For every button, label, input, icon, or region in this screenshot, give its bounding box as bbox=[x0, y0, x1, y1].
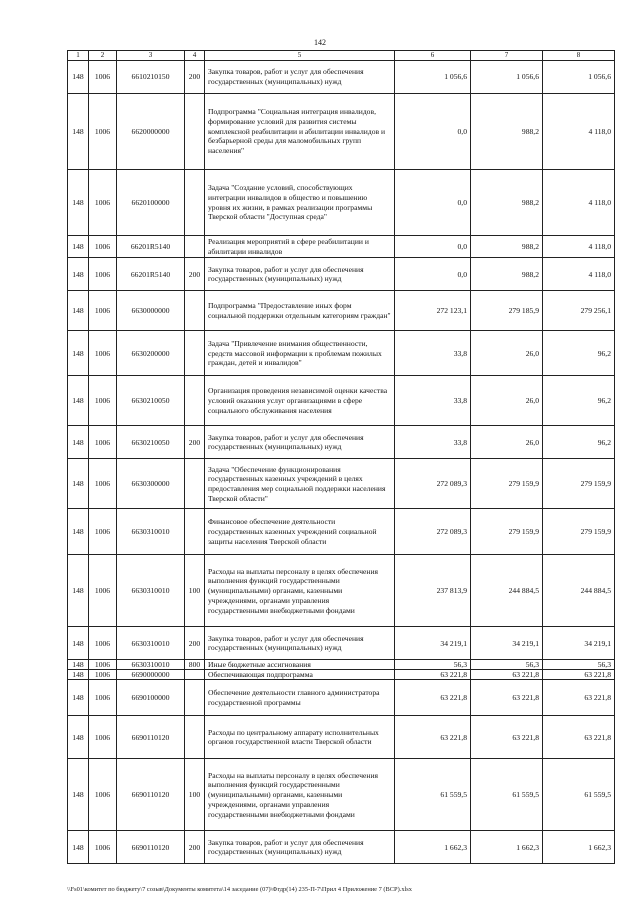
cell-amount-2: 988,2 bbox=[471, 236, 543, 258]
cell-rp: 148 bbox=[68, 331, 89, 376]
table-row bbox=[68, 236, 615, 258]
cell-amount-1: 272 089,3 bbox=[395, 509, 471, 555]
cell-target-article: 6620000000 bbox=[117, 94, 185, 170]
cell-target-article: 6630210050 bbox=[117, 376, 185, 426]
cell-rp: 148 bbox=[68, 555, 89, 627]
cell-subsection: 1006 bbox=[89, 627, 117, 660]
table-row bbox=[68, 331, 615, 376]
cell-amount-3: 4 118,0 bbox=[543, 170, 615, 236]
cell-target-article: 6630210050 bbox=[117, 426, 185, 459]
cell-expense-type bbox=[185, 509, 205, 555]
cell-amount-2: 34 219,1 bbox=[471, 627, 543, 660]
cell-amount-1: 0,0 bbox=[395, 258, 471, 291]
cell-amount-3: 244 884,5 bbox=[543, 555, 615, 627]
cell-amount-1: 237 813,9 bbox=[395, 555, 471, 627]
cell-amount-3: 1 056,6 bbox=[543, 61, 615, 94]
cell-rp: 148 bbox=[68, 627, 89, 660]
cell-rp: 148 bbox=[68, 170, 89, 236]
cell-rp: 148 bbox=[68, 680, 89, 716]
cell-rp: 148 bbox=[68, 670, 89, 680]
cell-name: Задача "Создание условий, способствующих интеграции инвалидов в общество и повышению уровня их жизни, в рамках реализации программы Тверской области "Доступная среда" bbox=[205, 170, 395, 236]
table-row bbox=[68, 509, 615, 555]
cell-amount-3: 96,2 bbox=[543, 331, 615, 376]
table-row bbox=[68, 670, 615, 680]
cell-amount-3: 63 221,8 bbox=[543, 670, 615, 680]
cell-name: Расходы на выплаты персоналу в целях обеспечения выполнения функций государственными (муниципальными) органами, казенными учреждениями, органами управления государственными внебюджетными фондами bbox=[205, 759, 395, 831]
table-row bbox=[68, 660, 615, 670]
cell-amount-2: 61 559,5 bbox=[471, 759, 543, 831]
header-cell: 7 bbox=[471, 51, 543, 61]
cell-amount-3: 4 118,0 bbox=[543, 258, 615, 291]
cell-target-article: 6630310010 bbox=[117, 660, 185, 670]
table-row bbox=[68, 680, 615, 716]
cell-amount-1: 272 123,1 bbox=[395, 291, 471, 331]
cell-target-article: 6690100000 bbox=[117, 680, 185, 716]
cell-target-article: 6620100000 bbox=[117, 170, 185, 236]
cell-expense-type: 200 bbox=[185, 258, 205, 291]
cell-amount-2: 1 662,3 bbox=[471, 831, 543, 864]
cell-expense-type bbox=[185, 459, 205, 509]
cell-name: Закупка товаров, работ и услуг для обеспечения государственных (муниципальных) нужд bbox=[205, 426, 395, 459]
cell-subsection: 1006 bbox=[89, 660, 117, 670]
cell-expense-type bbox=[185, 376, 205, 426]
cell-expense-type bbox=[185, 94, 205, 170]
cell-rp: 148 bbox=[68, 459, 89, 509]
cell-name: Финансовое обеспечение деятельности государственных казенных учреждений социальной защиты населения Тверской области bbox=[205, 509, 395, 555]
cell-rp: 148 bbox=[68, 236, 89, 258]
cell-rp: 148 bbox=[68, 716, 89, 759]
cell-amount-1: 61 559,5 bbox=[395, 759, 471, 831]
cell-rp: 148 bbox=[68, 660, 89, 670]
cell-amount-2: 63 221,8 bbox=[471, 670, 543, 680]
cell-expense-type: 100 bbox=[185, 759, 205, 831]
cell-rp: 148 bbox=[68, 258, 89, 291]
cell-expense-type bbox=[185, 716, 205, 759]
cell-amount-3: 279 256,1 bbox=[543, 291, 615, 331]
cell-amount-1: 33,8 bbox=[395, 331, 471, 376]
table-header-row bbox=[68, 51, 615, 61]
header-cell: 4 bbox=[185, 51, 205, 61]
cell-subsection: 1006 bbox=[89, 258, 117, 291]
cell-amount-2: 279 159,9 bbox=[471, 509, 543, 555]
cell-name: Обеспечивающая подпрограмма bbox=[205, 670, 395, 680]
cell-subsection: 1006 bbox=[89, 61, 117, 94]
cell-amount-2: 26,0 bbox=[471, 426, 543, 459]
cell-name: Организация проведения независимой оценки качества условий оказания услуг организациями в сфере социального обслуживания населения bbox=[205, 376, 395, 426]
cell-amount-1: 0,0 bbox=[395, 94, 471, 170]
cell-subsection: 1006 bbox=[89, 236, 117, 258]
cell-amount-3: 34 219,1 bbox=[543, 627, 615, 660]
table-row bbox=[68, 716, 615, 759]
cell-subsection: 1006 bbox=[89, 94, 117, 170]
cell-rp: 148 bbox=[68, 426, 89, 459]
cell-amount-1: 0,0 bbox=[395, 170, 471, 236]
cell-target-article: 6630300000 bbox=[117, 459, 185, 509]
cell-rp: 148 bbox=[68, 94, 89, 170]
header-cell: 2 bbox=[89, 51, 117, 61]
cell-target-article: 66201R5140 bbox=[117, 258, 185, 291]
cell-subsection: 1006 bbox=[89, 555, 117, 627]
cell-target-article: 6690110120 bbox=[117, 716, 185, 759]
cell-amount-1: 272 089,3 bbox=[395, 459, 471, 509]
cell-target-article: 6630200000 bbox=[117, 331, 185, 376]
cell-rp: 148 bbox=[68, 831, 89, 864]
cell-subsection: 1006 bbox=[89, 426, 117, 459]
header-cell: 1 bbox=[68, 51, 89, 61]
cell-amount-1: 1 662,3 bbox=[395, 831, 471, 864]
cell-amount-3: 56,3 bbox=[543, 660, 615, 670]
cell-rp: 148 bbox=[68, 291, 89, 331]
cell-target-article: 6690110120 bbox=[117, 759, 185, 831]
table-row bbox=[68, 426, 615, 459]
cell-amount-3: 4 118,0 bbox=[543, 236, 615, 258]
cell-amount-3: 279 159,9 bbox=[543, 509, 615, 555]
header-cell: 5 bbox=[205, 51, 395, 61]
cell-amount-3: 4 118,0 bbox=[543, 94, 615, 170]
cell-subsection: 1006 bbox=[89, 376, 117, 426]
table-row bbox=[68, 376, 615, 426]
cell-name: Закупка товаров, работ и услуг для обеспечения государственных (муниципальных) нужд bbox=[205, 831, 395, 864]
cell-rp: 148 bbox=[68, 61, 89, 94]
cell-amount-3: 61 559,5 bbox=[543, 759, 615, 831]
cell-subsection: 1006 bbox=[89, 716, 117, 759]
cell-target-article: 66201R5140 bbox=[117, 236, 185, 258]
cell-amount-1: 63 221,8 bbox=[395, 680, 471, 716]
cell-target-article: 6630000000 bbox=[117, 291, 185, 331]
cell-name: Закупка товаров, работ и услуг для обеспечения государственных (муниципальных) нужд bbox=[205, 61, 395, 94]
cell-amount-3: 1 662,3 bbox=[543, 831, 615, 864]
cell-name: Подпрограмма "Социальная интеграция инвалидов, формирование условий для развития системы комплексной реабилитации и абилитации инвалидов и безбарьерной среды для маломобильных групп населения" bbox=[205, 94, 395, 170]
cell-amount-2: 279 185,9 bbox=[471, 291, 543, 331]
cell-subsection: 1006 bbox=[89, 680, 117, 716]
cell-subsection: 1006 bbox=[89, 509, 117, 555]
cell-amount-3: 63 221,8 bbox=[543, 716, 615, 759]
cell-amount-2: 988,2 bbox=[471, 94, 543, 170]
cell-amount-1: 63 221,8 bbox=[395, 670, 471, 680]
cell-amount-2: 63 221,8 bbox=[471, 680, 543, 716]
table-row bbox=[68, 459, 615, 509]
cell-expense-type bbox=[185, 170, 205, 236]
cell-amount-2: 988,2 bbox=[471, 170, 543, 236]
cell-amount-3: 96,2 bbox=[543, 376, 615, 426]
footer-file-path: \\Fs01\комитет по бюджету\7 созыв\Документы комитета\14 заседание (07)\Фгдр(14) 235-П-7\Прил 4 Приложение 7 (ВСР).xlsx bbox=[67, 886, 412, 893]
cell-amount-2: 279 159,9 bbox=[471, 459, 543, 509]
cell-target-article: 6610210150 bbox=[117, 61, 185, 94]
cell-expense-type bbox=[185, 236, 205, 258]
cell-amount-3: 96,2 bbox=[543, 426, 615, 459]
cell-name: Реализация мероприятий в сфере реабилитации и абилитации инвалидов bbox=[205, 236, 395, 258]
cell-amount-1: 34 219,1 bbox=[395, 627, 471, 660]
budget-table bbox=[67, 50, 615, 864]
cell-target-article: 6630310010 bbox=[117, 555, 185, 627]
table-row bbox=[68, 759, 615, 831]
cell-amount-2: 56,3 bbox=[471, 660, 543, 670]
cell-expense-type: 200 bbox=[185, 426, 205, 459]
header-cell: 6 bbox=[395, 51, 471, 61]
cell-name: Задача "Обеспечение функционирования государственных казенных учреждений в целях предоставления мер социальной поддержки населения Тверской области" bbox=[205, 459, 395, 509]
cell-amount-2: 26,0 bbox=[471, 376, 543, 426]
table-row bbox=[68, 61, 615, 94]
table-row bbox=[68, 555, 615, 627]
cell-expense-type: 200 bbox=[185, 831, 205, 864]
cell-name: Задача "Привлечение внимания общественности, средств массовой информации к проблемам пожилых граждан, детей и инвалидов" bbox=[205, 331, 395, 376]
cell-rp: 148 bbox=[68, 509, 89, 555]
cell-name: Иные бюджетные ассигнования bbox=[205, 660, 395, 670]
cell-amount-2: 988,2 bbox=[471, 258, 543, 291]
cell-expense-type: 800 bbox=[185, 660, 205, 670]
cell-amount-1: 63 221,8 bbox=[395, 716, 471, 759]
table-row bbox=[68, 94, 615, 170]
cell-subsection: 1006 bbox=[89, 670, 117, 680]
cell-rp: 148 bbox=[68, 376, 89, 426]
table-row bbox=[68, 170, 615, 236]
cell-expense-type bbox=[185, 680, 205, 716]
header-cell: 8 bbox=[543, 51, 615, 61]
cell-subsection: 1006 bbox=[89, 459, 117, 509]
table-row bbox=[68, 291, 615, 331]
cell-name: Расходы на выплаты персоналу в целях обеспечения выполнения функций государственными (муниципальными) органами, казенными учреждениями, органами управления государственными внебюджетными фондами bbox=[205, 555, 395, 627]
cell-target-article: 6690000000 bbox=[117, 670, 185, 680]
cell-expense-type: 200 bbox=[185, 61, 205, 94]
cell-amount-1: 56,3 bbox=[395, 660, 471, 670]
cell-amount-3: 63 221,8 bbox=[543, 680, 615, 716]
cell-amount-2: 244 884,5 bbox=[471, 555, 543, 627]
cell-target-article: 6690110120 bbox=[117, 831, 185, 864]
cell-name: Обеспечение деятельности главного администратора государственной программы bbox=[205, 680, 395, 716]
cell-rp: 148 bbox=[68, 759, 89, 831]
cell-amount-1: 0,0 bbox=[395, 236, 471, 258]
cell-expense-type: 100 bbox=[185, 555, 205, 627]
cell-subsection: 1006 bbox=[89, 331, 117, 376]
page-number: 142 bbox=[314, 38, 326, 47]
cell-amount-2: 63 221,8 bbox=[471, 716, 543, 759]
cell-amount-1: 33,8 bbox=[395, 376, 471, 426]
cell-name: Подпрограмма "Предоставление иных форм социальной поддержки отдельным категориям граждан" bbox=[205, 291, 395, 331]
cell-expense-type: 200 bbox=[185, 627, 205, 660]
cell-expense-type bbox=[185, 670, 205, 680]
cell-subsection: 1006 bbox=[89, 759, 117, 831]
cell-subsection: 1006 bbox=[89, 831, 117, 864]
table-row bbox=[68, 258, 615, 291]
table-row bbox=[68, 627, 615, 660]
cell-name: Расходы по центральному аппарату исполнительных органов государственной власти Тверской области bbox=[205, 716, 395, 759]
cell-target-article: 6630310010 bbox=[117, 509, 185, 555]
cell-target-article: 6630310010 bbox=[117, 627, 185, 660]
table-row bbox=[68, 831, 615, 864]
cell-name: Закупка товаров, работ и услуг для обеспечения государственных (муниципальных) нужд bbox=[205, 627, 395, 660]
cell-expense-type bbox=[185, 291, 205, 331]
cell-amount-2: 1 056,6 bbox=[471, 61, 543, 94]
cell-subsection: 1006 bbox=[89, 170, 117, 236]
cell-subsection: 1006 bbox=[89, 291, 117, 331]
cell-amount-3: 279 159,9 bbox=[543, 459, 615, 509]
cell-amount-1: 1 056,6 bbox=[395, 61, 471, 94]
cell-amount-1: 33,8 bbox=[395, 426, 471, 459]
header-cell: 3 bbox=[117, 51, 185, 61]
cell-amount-2: 26,0 bbox=[471, 331, 543, 376]
cell-expense-type bbox=[185, 331, 205, 376]
cell-name: Закупка товаров, работ и услуг для обеспечения государственных (муниципальных) нужд bbox=[205, 258, 395, 291]
